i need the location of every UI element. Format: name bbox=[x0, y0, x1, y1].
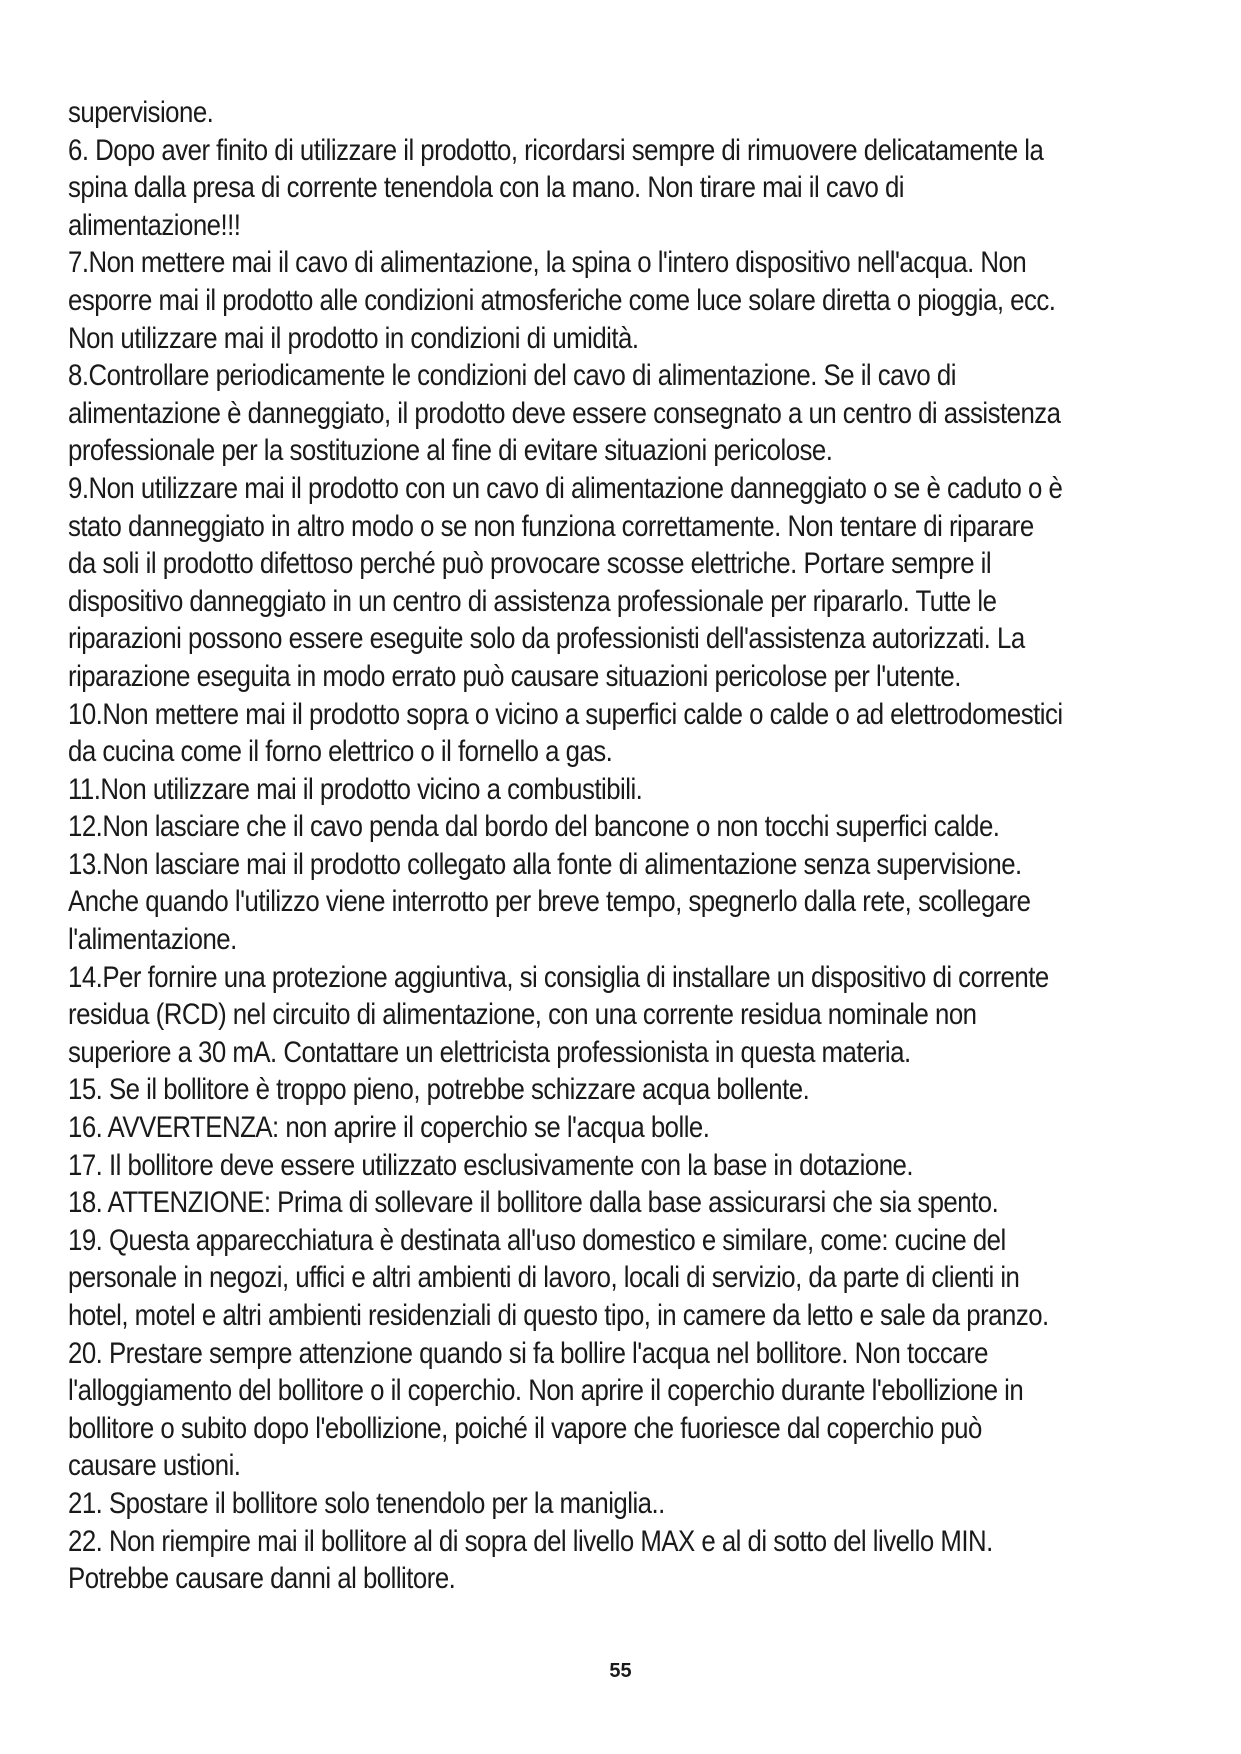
text-line: personale in negozi, uffici e altri ambienti di lavoro, locali di servizio, da parte di clienti in bbox=[68, 1261, 1020, 1295]
text-line: 20. Prestare sempre attenzione quando si fa bollire l'acqua nel bollitore. Non toccare bbox=[68, 1336, 989, 1370]
text-line: 12.Non lasciare che il cavo penda dal bordo del bancone o non tocchi superfici calde. bbox=[68, 810, 1000, 844]
text-line: supervisione. bbox=[68, 96, 214, 129]
text-line: l'alimentazione. bbox=[68, 923, 237, 957]
text-line: 14.Per fornire una protezione aggiuntiva, si consiglia di installare un dispositivo di corrente bbox=[68, 960, 1049, 994]
text-line: da cucina come il forno elettrico o il fornello a gas. bbox=[68, 735, 613, 769]
text-line: riparazione eseguita in modo errato può causare situazioni pericolose per l'utente. bbox=[68, 659, 961, 693]
text-line: Anche quando l'utilizzo viene interrotto per breve tempo, spegnerlo dalla rete, scollegare bbox=[68, 885, 1031, 919]
text-line: 8.Controllare periodicamente le condizioni del cavo di alimentazione. Se il cavo di bbox=[68, 359, 956, 393]
text-line: stato danneggiato in altro modo o se non funziona correttamente. Non tentare di riparare bbox=[68, 509, 1034, 543]
text-line: 15. Se il bollitore è troppo pieno, potrebbe schizzare acqua bollente. bbox=[68, 1073, 810, 1107]
text-line: hotel, motel e altri ambienti residenziali di questo tipo, in camere da letto e sale da pranzo. bbox=[68, 1299, 1049, 1332]
text-line: dispositivo danneggiato in un centro di assistenza professionale per ripararlo. Tutte le bbox=[68, 584, 997, 618]
text-line: bollitore o subito dopo l'ebollizione, poiché il vapore che fuoriesce dal coperchio può bbox=[68, 1411, 982, 1445]
text-line: esporre mai il prodotto alle condizioni atmosferiche come luce solare diretta o pioggia, ecc. bbox=[68, 283, 1056, 317]
text-line: riparazioni possono essere eseguite solo da professionisti dell'assistenza autorizzati. La bbox=[68, 622, 1025, 656]
text-line: professionale per la sostituzione al fine di evitare situazioni pericolose. bbox=[68, 434, 833, 468]
text-line: 16. AVVERTENZA: non aprire il coperchio se l'acqua bolle. bbox=[68, 1111, 710, 1145]
text-line: da soli il prodotto difettoso perché può provocare scosse elettriche. Portare sempre il bbox=[68, 547, 992, 581]
text-line: alimentazione!!! bbox=[68, 208, 241, 242]
text-line: 21. Spostare il bollitore solo tenendolo per la maniglia.. bbox=[68, 1486, 665, 1520]
text-line: alimentazione è danneggiato, il prodotto deve essere consegnato a un centro di assistenza bbox=[68, 396, 1061, 430]
text-line: superiore a 30 mA. Contattare un elettricista professionista in questa materia. bbox=[68, 1035, 911, 1069]
text-line: 11.Non utilizzare mai il prodotto vicino a combustibili. bbox=[68, 772, 643, 806]
text-line: l'alloggiamento del bollitore o il coperchio. Non aprire il coperchio durante l'ebollizione in bbox=[68, 1374, 1024, 1408]
text-line: causare ustioni. bbox=[68, 1449, 241, 1483]
text-line: Non utilizzare mai il prodotto in condizioni di umidità. bbox=[68, 321, 639, 355]
text-line: residua (RCD) nel circuito di alimentazione, con una corrente residua nominale non bbox=[68, 998, 977, 1032]
text-line: 17. Il bollitore deve essere utilizzato esclusivamente con la base in dotazione. bbox=[68, 1148, 914, 1182]
text-line: 9.Non utilizzare mai il prodotto con un cavo di alimentazione danneggiato o se è caduto o è bbox=[68, 471, 1063, 505]
safety-instructions-text bbox=[68, 94, 1063, 1598]
page-number: 55 bbox=[609, 1660, 632, 1682]
text-line: 22. Non riempire mai il bollitore al di sopra del livello MAX e al di sotto del livello MIN. bbox=[68, 1524, 993, 1558]
text-line: Potrebbe causare danni al bollitore. bbox=[68, 1562, 456, 1596]
text-line: 6. Dopo aver finito di utilizzare il prodotto, ricordarsi sempre di rimuovere delicatamente la bbox=[68, 133, 1044, 167]
text-line: 18. ATTENZIONE: Prima di sollevare il bollitore dalla base assicurarsi che sia spento. bbox=[68, 1186, 999, 1220]
text-line: spina dalla presa di corrente tenendola con la mano. Non tirare mai il cavo di bbox=[68, 171, 905, 205]
text-line: 7.Non mettere mai il cavo di alimentazione, la spina o l'intero dispositivo nell'acqua. Non bbox=[68, 246, 1027, 280]
text-line: 19. Questa apparecchiatura è destinata all'uso domestico e similare, come: cucine del bbox=[68, 1223, 1006, 1257]
text-line: 10.Non mettere mai il prodotto sopra o vicino a superfici calde o calde o ad elettrodomestici bbox=[68, 697, 1063, 731]
text-line: 13.Non lasciare mai il prodotto collegato alla fonte di alimentazione senza supervisione. bbox=[68, 847, 1022, 881]
